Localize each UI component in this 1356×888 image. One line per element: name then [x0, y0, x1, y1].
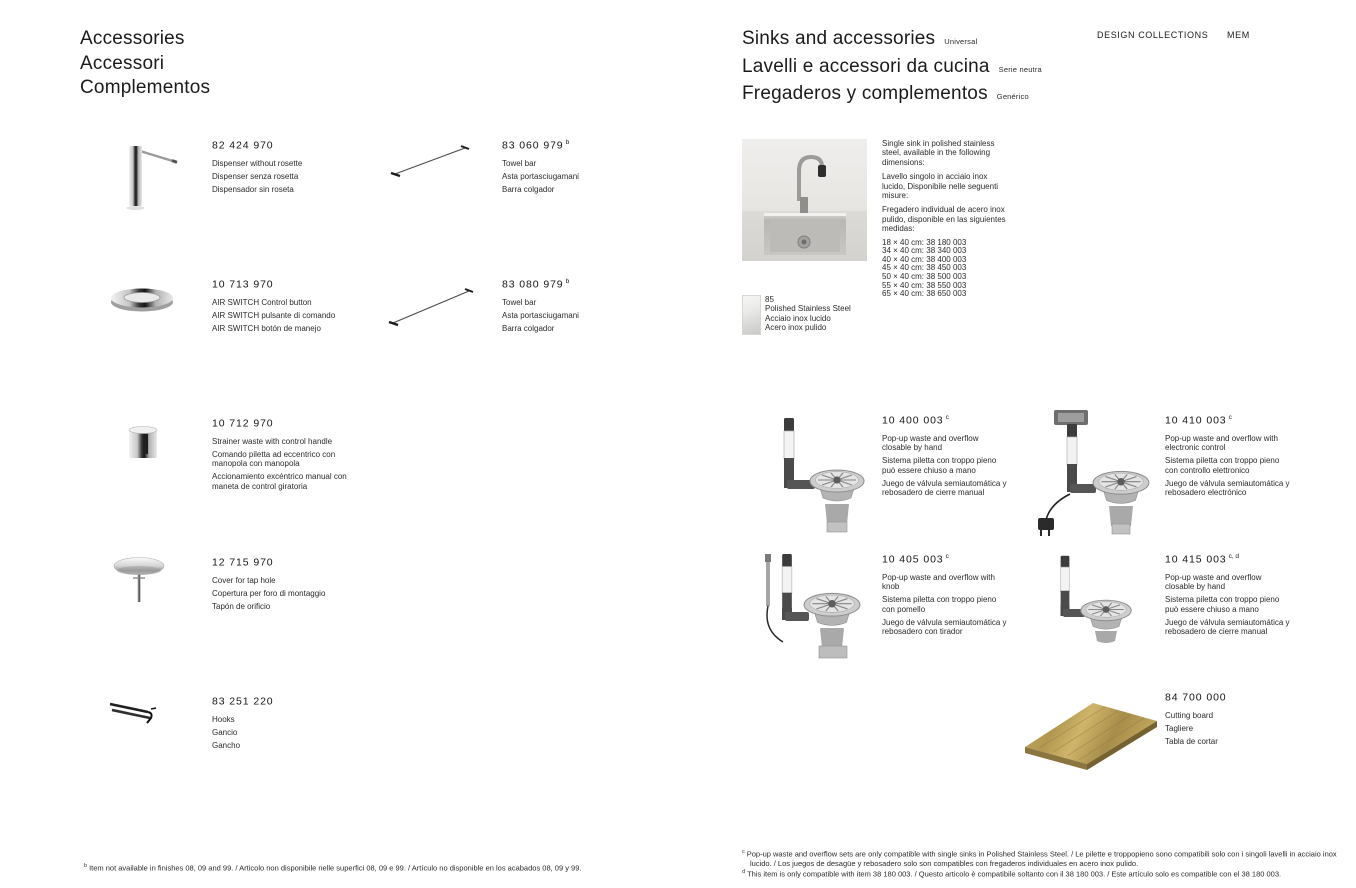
desc-es: Juego de válvula semiautomática y rebosadero de cierre manual	[1165, 617, 1290, 637]
finish-name-en: Polished Stainless Steel	[765, 304, 851, 314]
product-code: 10 712 970	[212, 417, 274, 430]
product-code: 83 080 979 $^b$	[502, 278, 570, 291]
product-code: 82 424 970	[212, 139, 274, 152]
desc-en: Pop-up waste and overflow with electronic control	[1165, 433, 1278, 453]
desc-en: Pop-up waste and overflow closable by hand	[882, 433, 979, 453]
product-code: 83 060 979 $^b$	[502, 139, 570, 152]
desc-es: Barra colgador	[502, 184, 555, 194]
sink-dimension-list	[882, 239, 1004, 299]
footnote-d: $^d$ This item is only compatible with item 38 180 003. / Questo articolo è compatibile soltanto con il 38 180 003. / Este artículo solo es compatible con el 38 180 003.	[742, 868, 1282, 878]
desc-es: AIR SWITCH botón de manejo	[212, 323, 321, 333]
desc-it: Gancio	[212, 727, 238, 737]
air-switch-button-image	[103, 283, 181, 315]
desc-en: Pop-up waste and overflow closable by hand	[1165, 572, 1262, 592]
dimension-row: 40 × 40 cm: 38 400 003	[882, 254, 967, 264]
right-title-it: Lavelli e accessori da cucina	[742, 55, 990, 77]
popup-waste-knob-image	[753, 550, 873, 668]
product-84-700-000	[1165, 691, 1291, 750]
left-title-en: Accessories	[80, 28, 185, 49]
product-83-080-979	[502, 278, 670, 337]
finish-code: 85	[765, 295, 774, 304]
tap-hole-cover-image	[103, 552, 175, 614]
product-12-715-970	[212, 556, 380, 615]
desc-es: Accionamiento excéntrico manual con maneta de control giratoria	[212, 472, 347, 491]
sink-info	[882, 139, 1004, 299]
product-code: 10 405 003 $^c$	[882, 553, 949, 566]
product-10-405-003	[882, 553, 1008, 641]
left-page-title	[80, 27, 210, 101]
finish-info	[765, 295, 925, 333]
product-code: 10 400 003 $^c$	[882, 414, 949, 427]
desc-it: Sistema piletta con troppo pieno con pomello	[882, 595, 997, 614]
sink-photo	[742, 139, 867, 261]
desc-en: Towel bar	[502, 158, 537, 168]
desc-en: Towel bar	[502, 297, 537, 307]
desc-it: Asta portasciugamani	[502, 310, 579, 320]
desc-es: Barra colgador	[502, 323, 555, 333]
finish-name-it: Acciaio inox lucido	[765, 313, 831, 323]
design-collections-label: DESIGN COLLECTIONS	[1097, 30, 1209, 40]
desc-en: Pop-up waste and overflow with knob	[882, 572, 995, 592]
footnote-c: $^c$ Pop-up waste and overflow sets are only compatible with single sinks in Polished Stainless Steel. / Le pilette e troppopieno sono compatibili solo con i singoli lavelli in acciaio inox lucido. / Los juegos de desagüe y rebosadero solo son compatibles con fregaderos individuales en acero inox pulido.	[742, 849, 1337, 868]
product-10-400-003	[882, 414, 1008, 502]
popup-waste-manual-image	[757, 412, 875, 542]
product-10-415-003	[1165, 553, 1291, 641]
left-page-footnote: $^b$ Item not available in finishes 08, 09 and 99. / Articolo non disponibile nelle superfici 08, 09 e 99. / Artículo no disponible en los acabados 08, 09 y 99.	[84, 863, 582, 873]
cutting-board-image	[1015, 690, 1163, 772]
desc-it: AIR SWITCH pulsante di comando	[212, 310, 336, 320]
product-10-712-970	[212, 417, 380, 495]
popup-waste-electronic-image	[1032, 408, 1160, 542]
right-title-en: Sinks and accessories	[742, 28, 936, 49]
desc-en: AIR SWITCH Control button	[212, 297, 312, 307]
finish-swatch	[742, 295, 761, 335]
towel-bar-image	[385, 140, 480, 182]
product-code: 10 415 003 $^{c, d}$	[1165, 553, 1240, 566]
dimension-row: 55 × 40 cm: 38 550 003	[882, 280, 967, 290]
desc-it: Copertura per foro di montaggio	[212, 588, 326, 598]
sink-info-en: Single sink in polished stainless steel, available in the following dimensions:	[882, 139, 995, 167]
product-10-713-970	[212, 278, 380, 337]
desc-it: Sistema piletta con troppo pieno può essere chiuso a mano	[882, 456, 997, 475]
desc-es: Juego de válvula semiautomática y rebosadero electrónico	[1165, 478, 1290, 498]
product-code: 10 410 003 $^c$	[1165, 414, 1232, 427]
desc-es: Tapón de orificio	[212, 601, 271, 611]
sink-info-es: Fregadero individual de acero inox pulido, disponible en las siguientes medidas:	[882, 205, 1006, 234]
desc-it: Dispenser senza rosetta	[212, 171, 299, 181]
desc-it: Comando piletta ad eccentrico con manopola con manopola	[212, 449, 336, 469]
left-title-es: Complementos	[80, 77, 211, 98]
desc-it: Asta portasciugamani	[502, 171, 579, 181]
desc-it: Sistema piletta con troppo pieno con controllo elettronico	[1165, 456, 1280, 475]
desc-it: Sistema piletta con troppo pieno può essere chiuso a mano	[1165, 595, 1280, 614]
dimension-row: 18 × 40 cm: 38 180 003	[882, 237, 967, 247]
right-title-es-tag: Genérico	[996, 92, 1029, 101]
product-82-424-970	[212, 139, 380, 198]
desc-es: Dispensador sin roseta	[212, 184, 294, 194]
desc-en: Cover for tap hole	[212, 575, 276, 585]
towel-bar-image	[385, 281, 480, 331]
popup-waste-manual-image	[1040, 553, 1145, 648]
product-code: 10 713 970	[212, 278, 274, 291]
product-code: 84 700 000	[1165, 691, 1227, 704]
desc-es: Tabla de cortar	[1165, 736, 1218, 746]
product-83-060-979	[502, 139, 670, 198]
hooks-image	[104, 695, 166, 731]
left-title-it: Accessori	[80, 52, 165, 74]
strainer-waste-image	[115, 420, 170, 468]
dispenser-image	[100, 138, 195, 218]
right-title-en-tag: Universal	[944, 37, 978, 46]
desc-en: Cutting board	[1165, 710, 1214, 720]
right-page-title	[742, 27, 1042, 110]
product-10-410-003	[1165, 414, 1291, 502]
desc-es: Gancho	[212, 740, 241, 750]
right-title-es: Fregaderos y complementos	[742, 83, 988, 104]
desc-en: Dispenser without rosette	[212, 158, 303, 168]
product-code: 12 715 970	[212, 556, 274, 569]
right-title-it-tag: Serie neutra	[998, 64, 1042, 74]
dimension-row: 50 × 40 cm: 38 500 003	[882, 272, 967, 282]
right-page-footnotes	[742, 848, 1356, 878]
desc-es: Juego de válvula semiautomática y rebosadero de cierre manual	[882, 478, 1007, 498]
product-code: 83 251 220	[212, 695, 274, 708]
desc-en: Strainer waste with control handle	[212, 436, 333, 446]
desc-es: Juego de válvula semiautomática y rebosadero con tirador	[882, 617, 1007, 637]
desc-en: Hooks	[212, 714, 235, 724]
desc-it: Tagliere	[1165, 723, 1194, 733]
collection-name-label: MEM	[1227, 30, 1250, 40]
dimension-row: 34 × 40 cm: 38 340 003	[882, 246, 967, 256]
dimension-row: 45 × 40 cm: 38 450 003	[882, 263, 967, 273]
product-83-251-220	[212, 695, 380, 754]
dimension-row: 65 × 40 cm: 38 650 003	[882, 289, 967, 299]
finish-name-es: Acero inox pulido	[765, 323, 827, 333]
sink-info-it: Lavello singolo in acciaio inox lucido, Disponibile nelle seguenti misure:	[882, 172, 999, 201]
